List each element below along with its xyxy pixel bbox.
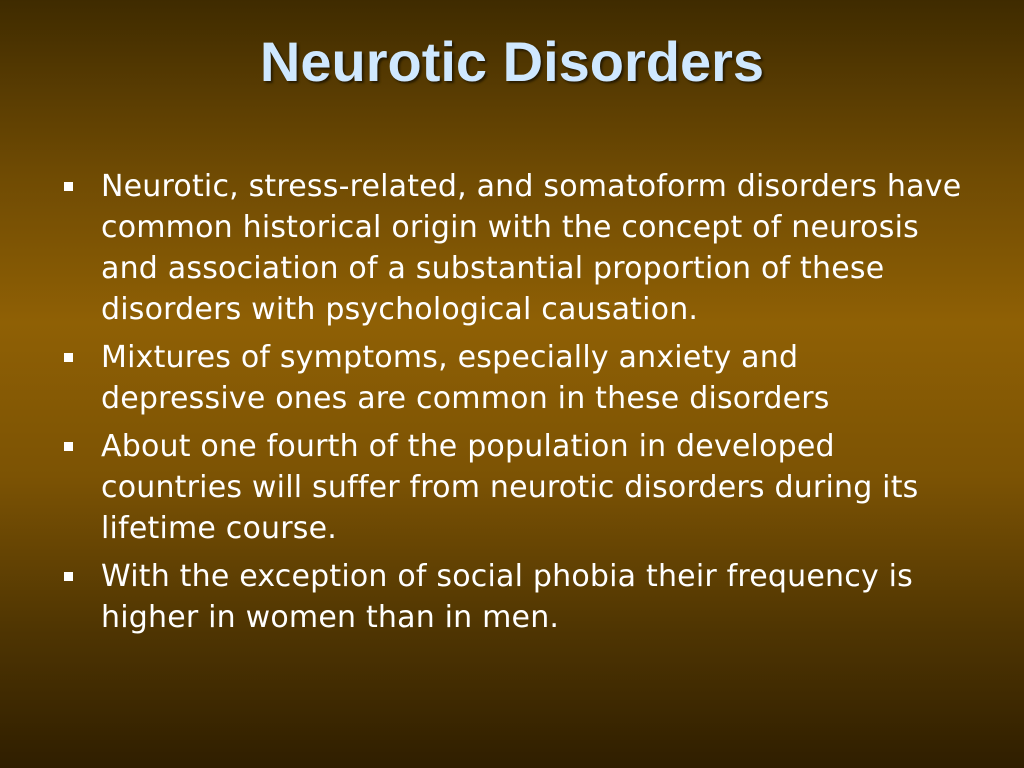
- square-bullet-icon: [64, 353, 73, 362]
- slide-title: Neurotic Disorders: [259, 30, 765, 93]
- bullet-text: With the exception of social phobia their frequency is higher in women than in men.: [101, 559, 914, 635]
- bullet-text: About one fourth of the population in developed countries will suffer from neurotic disorders during its lifetime course.: [101, 429, 919, 546]
- square-bullet-icon: [64, 442, 73, 451]
- bullet-item: [62, 166, 962, 330]
- square-bullet-icon: [64, 182, 73, 191]
- bullet-text: Mixtures of symptoms, especially anxiety and depressive ones are common in these disorders: [101, 340, 830, 416]
- bullet-item: [62, 556, 962, 638]
- bullet-item: [62, 426, 962, 549]
- bullet-item: [62, 337, 962, 419]
- square-bullet-icon: [64, 572, 73, 581]
- bullet-list: [62, 166, 962, 645]
- bullet-text: Neurotic, stress-related, and somatoform disorders have common historical origin with the concept of neurosis and association of a substantial proportion of these disorders with psychological causation.: [101, 169, 962, 327]
